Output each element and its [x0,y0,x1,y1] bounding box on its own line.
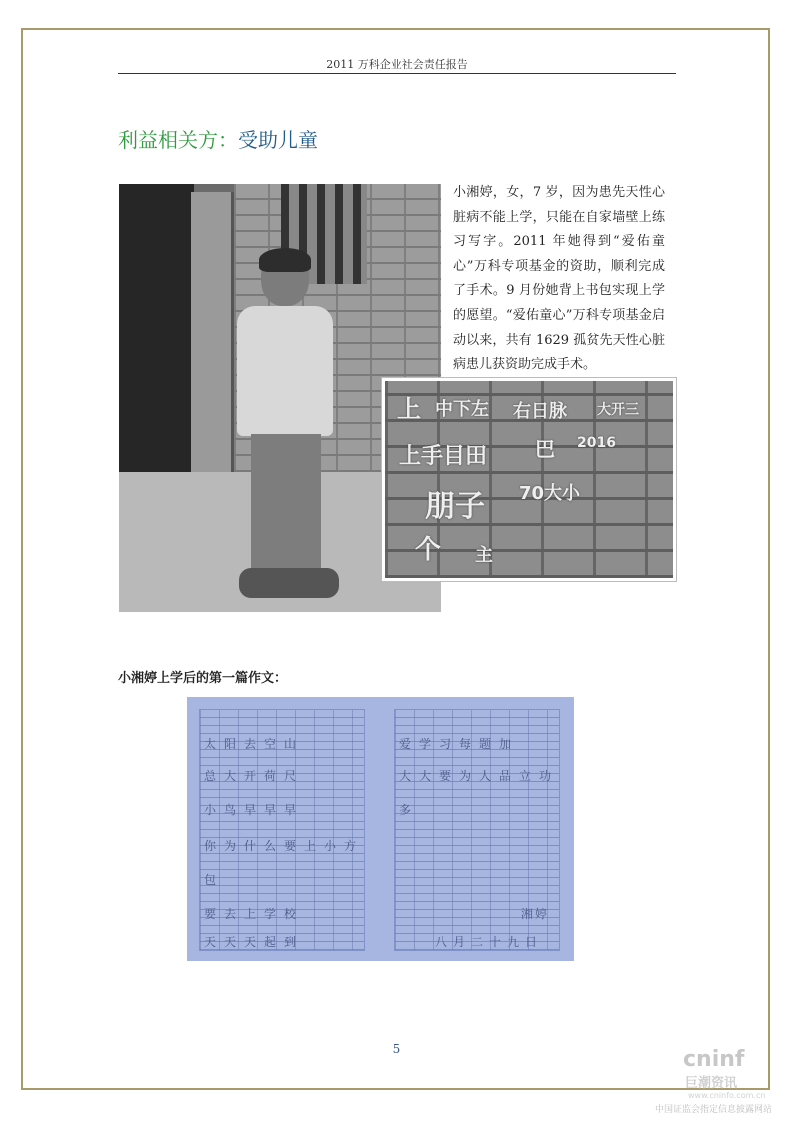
chalk-row4-a: 个 [415,535,442,565]
chalk-row1-a: 上 [397,395,421,423]
chalk-row2-a: 上手目田 [399,444,488,469]
chalk-row1-c: 右日脉 [513,401,567,422]
story-caption: 小湘婷，女，7 岁，因为患先天性心脏病不能上学，只能在自家墙壁上练习写字。2011 年她得到“爱佑童心”万科专项基金的资助，顺利完成了手术。9 月份她背上书包实现上学的愿望。“爱佑童心”万科专项基金启动以来，共有 1629 孤贫先天性心脏病患儿获资助完成手术。 [453,185,665,373]
essay-label: 小湘婷上学后的第一篇作文： [118,671,288,686]
child-shoes [239,568,339,598]
essay-left-line: 要去上学校 [204,907,305,921]
section-title [118,124,318,153]
wall-writing-photo [382,378,676,581]
essay-right-signature: 湘婷 [521,907,550,921]
cninf-logo: cninf [683,1047,745,1072]
essay-right-line: 大大要为人品立功 [399,769,560,783]
report-header: 2011 万科企业社会责任报告 [326,58,468,71]
child-hair [259,248,311,272]
chalk-row3-a: 朋子 [425,489,485,524]
essay-right-date: 八月二十九日 [435,935,544,949]
photo-dark-doorway [119,184,194,474]
chalk-row2-b: 巴 [535,437,555,461]
chalk-row1-d: 大开三 [597,402,639,418]
child-sweater [237,306,333,436]
essay-left-page [199,709,365,951]
essay-right-page [394,709,560,951]
child-pants [251,434,321,574]
header-divider [118,73,676,74]
chalk-row4-b: 主 [475,545,493,566]
section-title-prefix: 利益相关方： [118,128,238,152]
chalk-row2-c: 2016 [577,435,616,451]
essay-image [187,697,574,961]
essay-left-line: 总大开荷尺 [204,769,305,783]
page-number: 5 [392,1042,401,1056]
essay-left-line: 包 [204,873,225,887]
essay-left-line: 天天天起到 [204,935,305,949]
essay-left-line: 小鸟早早早 [204,803,305,817]
chalk-row1-b: 中下左 [435,399,489,420]
essay-left-line: 你为什么要上小方 [204,839,365,853]
essay-left-line: 太阳去空山 [204,737,305,751]
watermark-url: www.cninfo.com.cn [688,1091,766,1100]
essay-right-line: 多 [399,803,420,817]
chalk-row3-b: 70大小 [519,483,581,504]
photo-child-figure [231,250,341,606]
photo-door [191,192,234,474]
section-title-main: 受助儿童 [238,128,318,152]
watermark-tagline: 中国证监会指定信息披露网站 [655,1105,773,1115]
essay-right-line: 爱学习每题加 [399,737,520,751]
watermark-name: 巨潮资讯 [685,1076,738,1091]
